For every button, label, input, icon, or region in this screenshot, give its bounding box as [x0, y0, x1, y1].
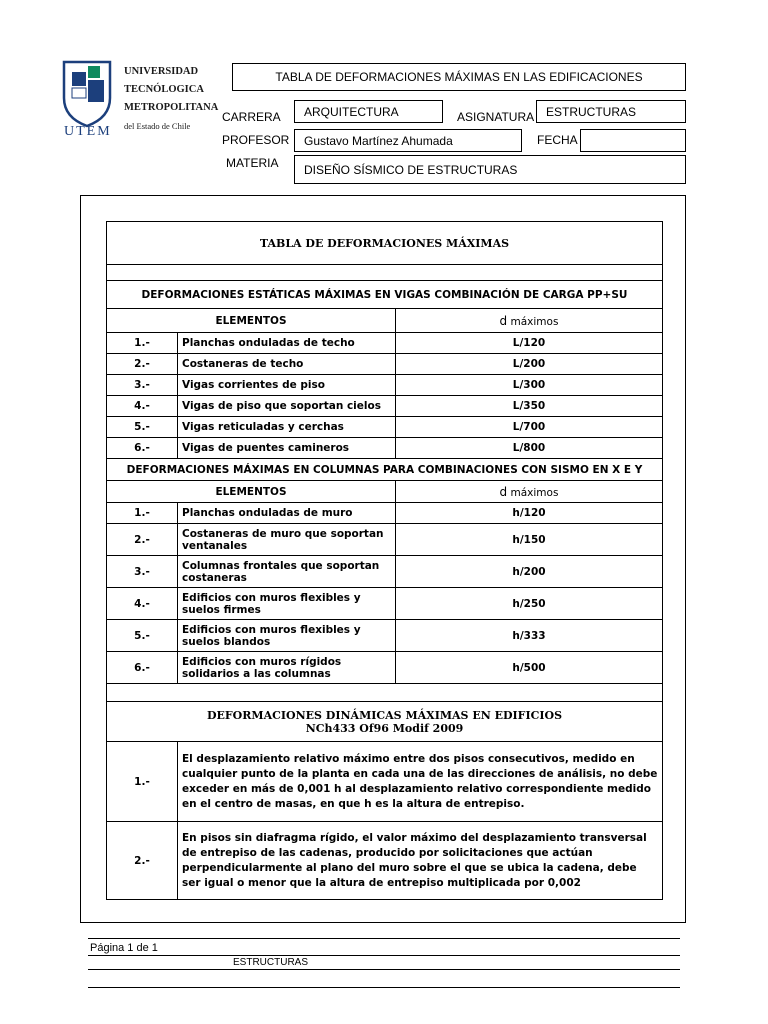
table-row: [107, 822, 663, 900]
section3-title-line1: DEFORMACIONES DINÁMICAS MÁXIMAS EN EDIFICIOS: [206, 708, 563, 722]
deformations-table: [106, 221, 663, 900]
row-element: Planchas onduladas de techo: [178, 333, 396, 354]
footer-divider-lower: [88, 969, 680, 970]
carrera-label: CARRERA: [222, 110, 281, 124]
row-number: 1.-: [107, 333, 178, 354]
row-number: 1.-: [107, 503, 178, 524]
utem-abbreviation: UTEM: [64, 124, 112, 139]
footer-divider-top: [88, 938, 680, 939]
row-value: L/120: [396, 333, 663, 354]
row-value: h/120: [396, 503, 663, 524]
section2-header-row: [107, 481, 663, 503]
delta-symbol: d: [499, 484, 508, 499]
row-element: Edificios con muros flexibles y suelos blandos: [178, 620, 396, 652]
delta-symbol: d: [499, 313, 508, 328]
asignatura-value: ESTRUCTURAS: [546, 104, 637, 119]
asignatura-label: ASIGNATURA: [457, 110, 535, 124]
university-name-line3: METROPOLITANA: [124, 102, 219, 113]
table-title-row: [107, 222, 663, 265]
row-number: 5.-: [107, 417, 178, 438]
row-number: 6.-: [107, 438, 178, 459]
row-text: El desplazamiento relativo máximo entre dos pisos consecutivos, medido en cualquier punto de la planta en cada una de las direcciones de análisis, no debe exceder en más de 0,001 h al desplazamiento relativo correspondiente medido en el centro de masas, en que h es la altura de entrepiso.: [178, 742, 663, 822]
row-number: 6.-: [107, 652, 178, 684]
table-row: [107, 588, 663, 620]
footer-divider-middle: [88, 955, 680, 956]
row-element: Costaneras de muro que soportan ventanales: [178, 524, 396, 556]
fecha-label: FECHA: [537, 133, 578, 147]
row-number: 4.-: [107, 396, 178, 417]
table-row: [107, 354, 663, 375]
page-number: Página 1 de 1: [90, 942, 158, 954]
university-name: [124, 63, 218, 135]
row-number: 3.-: [107, 556, 178, 588]
row-number: 2.-: [107, 822, 178, 900]
row-number: 2.-: [107, 524, 178, 556]
table-row: [107, 620, 663, 652]
materia-field: [294, 155, 686, 184]
section1-col-elementos: ELEMENTOS: [107, 309, 396, 333]
table-row: [107, 333, 663, 354]
carrera-value: ARQUITECTURA: [304, 104, 399, 119]
row-element: Costaneras de techo: [178, 354, 396, 375]
row-element: Vigas reticuladas y cerchas: [178, 417, 396, 438]
carrera-field: [294, 100, 443, 123]
fecha-field: [580, 129, 686, 152]
document-title-box: [232, 63, 686, 91]
table-row: [107, 417, 663, 438]
section1-title: DEFORMACIONES ESTÁTICAS MÁXIMAS EN VIGAS COMBINACIÓN DE CARGA PP+SU: [107, 281, 663, 309]
profesor-label: PROFESOR: [222, 133, 290, 147]
table-title: TABLA DE DEFORMACIONES MÁXIMAS: [107, 222, 663, 265]
footer-subject: ESTRUCTURAS: [233, 957, 309, 968]
university-name-line1: UNIVERSIDAD: [124, 66, 199, 77]
row-element: Edificios con muros flexibles y suelos firmes: [178, 588, 396, 620]
section2-col-dmax: [396, 481, 663, 503]
section2-title-row: [107, 459, 663, 481]
row-value: h/333: [396, 620, 663, 652]
spacer-row: [107, 684, 663, 702]
university-name-line4: del Estado de Chile: [124, 121, 191, 131]
section3-title-line2: NCh433 Of96 Modif 2009: [305, 721, 464, 735]
section1-title-row: [107, 281, 663, 309]
row-element: Vigas corrientes de piso: [178, 375, 396, 396]
row-value: L/700: [396, 417, 663, 438]
row-value: L/200: [396, 354, 663, 375]
section3-title-row: [107, 702, 663, 742]
table-row: [107, 652, 663, 684]
table-row: [107, 556, 663, 588]
row-value: h/200: [396, 556, 663, 588]
row-element: Edificios con muros rígidos solidarios a las columnas: [178, 652, 396, 684]
section1-col-max: máximos: [507, 315, 559, 328]
row-number: 3.-: [107, 375, 178, 396]
row-number: 1.-: [107, 742, 178, 822]
spacer-row: [107, 265, 663, 281]
profesor-value: Gustavo Martínez Ahumada: [304, 133, 453, 148]
table-row: [107, 742, 663, 822]
table-row: [107, 503, 663, 524]
footer-divider-bottom: [88, 987, 680, 988]
row-element: Vigas de piso que soportan cielos: [178, 396, 396, 417]
university-name-line2: TECNÓLOGICA: [124, 84, 204, 95]
profesor-field: [294, 129, 522, 152]
row-element: Columnas frontales que soportan costaneras: [178, 556, 396, 588]
materia-value: DISEÑO SÍSMICO DE ESTRUCTURAS: [304, 162, 518, 177]
section2-col-max: máximos: [507, 486, 559, 499]
utem-shield-logo: [62, 60, 112, 128]
section3-title: [107, 702, 663, 742]
section2-title: DEFORMACIONES MÁXIMAS EN COLUMNAS PARA COMBINACIONES CON SISMO EN X E Y: [107, 459, 663, 481]
table-row: [107, 396, 663, 417]
row-element: Vigas de puentes camineros: [178, 438, 396, 459]
table-row: [107, 524, 663, 556]
row-value: L/800: [396, 438, 663, 459]
row-text: En pisos sin diafragma rígido, el valor máximo del desplazamiento transversal de entrepiso de las cadenas, producido por solicitaciones que actúan perpendicularmente al plano del muro sobre el que se ubica la cadena, debe ser igual o menor que la altura de entrepiso multiplicada por 0,002: [178, 822, 663, 900]
row-value: h/500: [396, 652, 663, 684]
asignatura-field: [536, 100, 686, 123]
row-value: h/150: [396, 524, 663, 556]
row-number: 2.-: [107, 354, 178, 375]
row-number: 5.-: [107, 620, 178, 652]
document-title: TABLA DE DEFORMACIONES MÁXIMAS EN LAS EDIFICACIONES: [275, 70, 643, 84]
row-value: h/250: [396, 588, 663, 620]
section1-col-dmax: [396, 309, 663, 333]
row-value: L/350: [396, 396, 663, 417]
table-row: [107, 438, 663, 459]
row-element: Planchas onduladas de muro: [178, 503, 396, 524]
section1-header-row: [107, 309, 663, 333]
table-row: [107, 375, 663, 396]
materia-label: MATERIA: [226, 156, 279, 170]
section2-col-elementos: ELEMENTOS: [107, 481, 396, 503]
row-number: 4.-: [107, 588, 178, 620]
row-value: L/300: [396, 375, 663, 396]
